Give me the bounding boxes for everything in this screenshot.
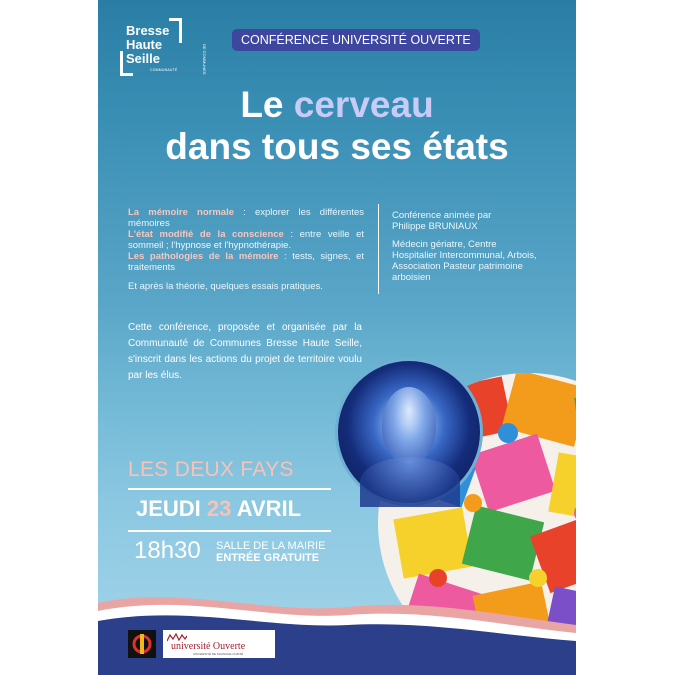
title-line-2: dans tous ses états (165, 126, 509, 167)
topic-item (128, 251, 364, 273)
column-divider (378, 204, 379, 294)
partner-logo-universite-ouverte (163, 630, 275, 658)
event-price: ENTRÉE GRATUITE (216, 552, 320, 564)
event-place: SALLE DE LA MAIRIE (216, 540, 326, 552)
event-time: 18h30 (134, 537, 201, 564)
logo-vertical-text: DE COMMUNES (202, 44, 207, 75)
speaker-intro: Conférence animée par (392, 210, 492, 221)
logo-bracket-top-right (169, 18, 182, 43)
title-accent-word: cerveau (293, 84, 434, 125)
poster (98, 0, 576, 675)
topic-item (128, 207, 364, 229)
logo-word-3: Seille (126, 51, 160, 66)
event-day: JEUDI (136, 496, 201, 521)
partner-logo-1 (128, 630, 156, 658)
title-word-le: Le (240, 84, 284, 125)
event-date (136, 494, 301, 524)
brain-head-shape (382, 387, 436, 463)
logo-word-2: Haute (126, 37, 163, 52)
topic-text: : entre veille et sommeil ; l'hypnose et l'hypnothérapie. (128, 229, 364, 251)
intro-paragraph: Cette conférence, proposée et organisée par la Communauté de Communes Bresse Haute Seille, s'inscrit dans les actions du projet de territoire voulu par les élus. (128, 322, 362, 381)
topic-title: Les pathologies de la mémoire (128, 251, 279, 262)
topic-item (128, 229, 364, 251)
speaker-block (392, 210, 542, 283)
partner-name: université Ouverte (171, 641, 246, 652)
topic-title: L'état modifié de la conscience (128, 229, 284, 240)
brain-shoulders-shape (360, 457, 460, 507)
event-place-block (216, 540, 325, 564)
topic-text: : explorer les différentes mémoires (128, 207, 364, 229)
brand-logo (124, 18, 207, 76)
divider-line-bottom (128, 530, 331, 532)
logo-subtitle: COMMUNAUTÉ (150, 68, 178, 72)
conference-badge: CONFÉRENCE UNIVERSITÉ OUVERTE (232, 29, 480, 51)
topics-block (128, 207, 364, 292)
title-line-1 (98, 84, 576, 126)
event-month: AVRIL (236, 496, 302, 521)
brain-illustration (335, 358, 483, 506)
topic-text: : tests, signes, et traitements (128, 251, 364, 273)
divider-line-top (128, 488, 331, 490)
event-location: LES DEUX FAYS (128, 458, 294, 481)
event-date-number: 23 (206, 496, 232, 521)
speaker-name: Philippe BRUNIAUX (392, 221, 478, 232)
topic-title: La mémoire normale (128, 207, 234, 218)
logo-word-1: Bresse (126, 23, 170, 38)
partner-subtitle: UNIVERSITÉ DE FRANCHE-COMTÉ (193, 652, 244, 656)
speaker-bio: Médecin gériatre, Centre Hospitalier Intercommunal, Arbois, Association Pasteur patrimoine arboisien (392, 239, 537, 283)
after-theory-text: Et après la théorie, quelques essais pratiques. (128, 281, 323, 292)
